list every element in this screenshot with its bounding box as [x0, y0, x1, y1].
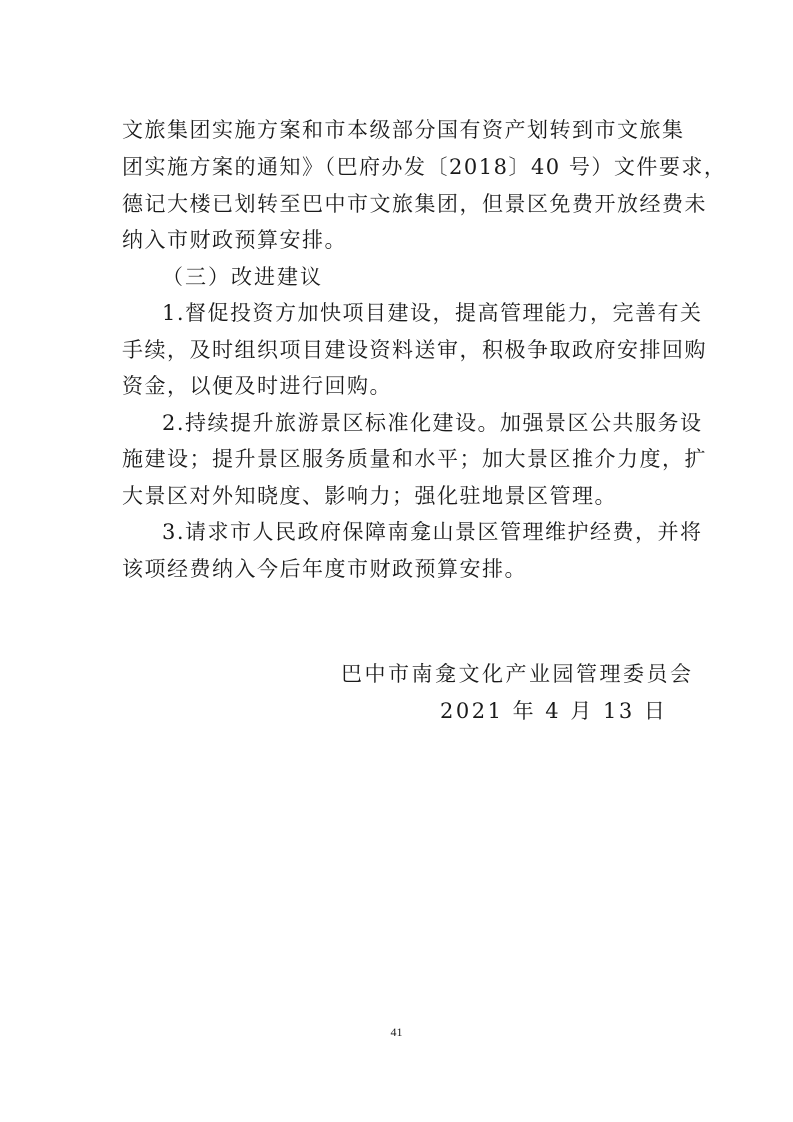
list-item-line: 1.督促投资方加快项目建设，提高管理能力，完善有关: [162, 301, 703, 325]
signature-date: 2021 年 4 月 13 日: [440, 699, 668, 723]
paragraph-line: 纳入市财政预算安排。: [122, 228, 347, 252]
page-number: 41: [390, 1025, 403, 1039]
list-item-line: 大景区对外知晓度、影响力；强化驻地景区管理。: [122, 484, 617, 508]
section-heading: （三）改进建议: [162, 265, 323, 289]
list-item-line: 手续，及时组织项目建设资料送审，积极争取政府安排回购: [122, 338, 707, 362]
signature-organization: 巴中市南龛文化产业园管理委员会: [341, 662, 694, 686]
list-item-line: 资金，以便及时进行回购。: [122, 374, 392, 398]
list-item-line: 施建设；提升景区服务质量和水平；加大景区推介力度，扩: [122, 447, 707, 471]
paragraph-line: 德记大楼已划转至巴中市文旅集团，但景区免费开放经费未: [122, 192, 707, 216]
list-item-line: 该项经费纳入今后年度市财政预算安排。: [122, 557, 527, 581]
paragraph-line: 团实施方案的通知》（巴府办发〔2018〕40 号）文件要求，: [122, 155, 727, 179]
paragraph-line: 文旅集团实施方案和市本级部分国有资产划转到市文旅集: [122, 118, 685, 142]
list-item-line: 2.持续提升旅游景区标准化建设。加强景区公共服务设: [162, 411, 703, 435]
list-item-line: 3.请求市人民政府保障南龛山景区管理维护经费，并将: [162, 520, 703, 544]
